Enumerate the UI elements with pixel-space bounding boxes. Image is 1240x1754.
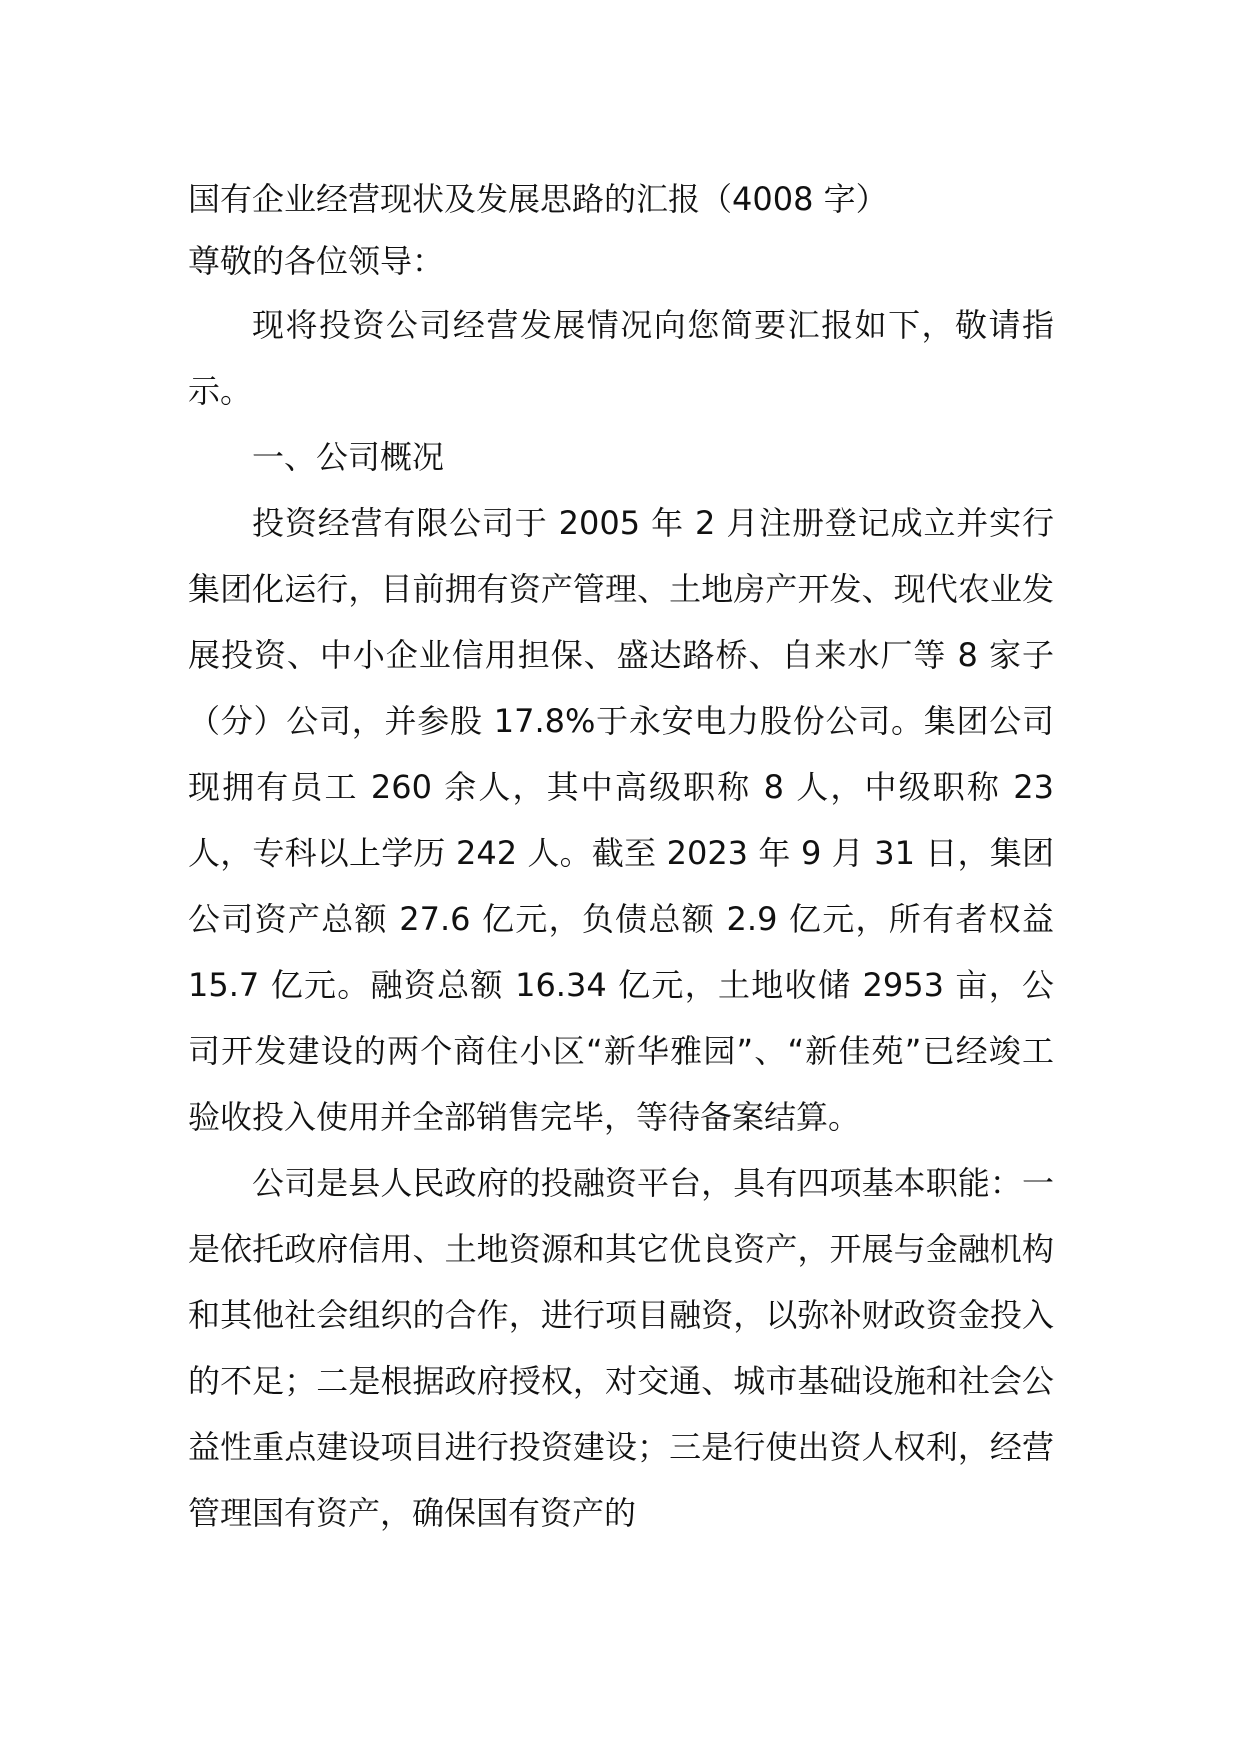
section-heading: 一、公司概况 [252, 438, 445, 476]
salutation: 尊敬的各位领导： [188, 242, 445, 280]
document-body [188, 168, 1054, 1546]
document-title: 国有企业经营现状及发展思路的汇报（4008 字） [188, 180, 888, 218]
paragraph-company-functions: 公司是县人民政府的投融资平台，具有四项基本职能：一是依托政府信用、土地资源和其它优良资产，开展与金融机构和其他社会组织的合作，进行项目融资，以弥补财政资金投入的不足；二是根据政府授权，对交通、城市基础设施和社会公益性重点建设项目进行投资建设；三是行使出资人权利，经营管理国有资产，确保国有资产的 [188, 1164, 1054, 1532]
paragraph-intro: 现将投资公司经营发展情况向您简要汇报如下，敬请指示。 [188, 306, 1054, 410]
paragraph-company-overview: 投资经营有限公司于 2005 年 2 月注册登记成立并实行集团化运行，目前拥有资产管理、土地房产开发、现代农业发展投资、中小企业信用担保、盛达路桥、自来水厂等 8 家子（分）公司，并参股 17.8%于永安电力股份公司。集团公司现拥有员工 260 余人，其中高级职称 8 人，中级职称 23 人，专科以上学历 242 人。截至 2023 年 9 月 31 日，集团公司资产总额 27.6 亿元，负债总额 2.9 亿元，所有者权益 15.7 亿元。融资总额 16.34 亿元，土地收储 2953 亩，公司开发建设的两个商住小区“新华雅园”、“新佳苑”已经竣工验收投入使用并全部销售完毕，等待备案结算。 [188, 504, 1054, 1136]
